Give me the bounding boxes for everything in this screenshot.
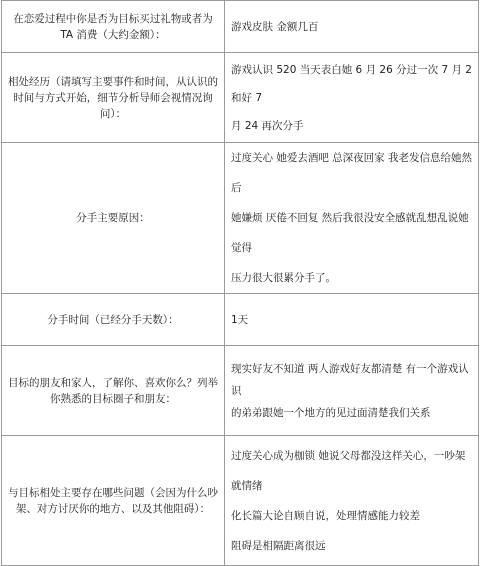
question-cell: 与目标相处主要存在哪些问题（会因为什么吵架、对方讨厌你的地方、以及其他阻碍）： xyxy=(2,436,225,566)
answer-cell xyxy=(225,294,479,346)
answer-line: 过度关心成为枷锁 她说父母都没这样关心，一吵架就情绪 xyxy=(231,449,466,492)
answer-cell xyxy=(225,53,479,143)
question-cell: 分手时间（已经分手天数）： xyxy=(2,294,225,346)
table-row xyxy=(2,346,479,436)
answer-line: 1天 xyxy=(231,313,249,326)
answer-cell xyxy=(225,1,479,53)
question-cell: 在恋爱过程中你是否为目标买过礼物或者为 TA 消费（大约金额）： xyxy=(2,1,225,53)
answer-line: 阻碍是相隔距离很远 xyxy=(231,539,326,552)
answer-line: 她嫌烦 厌倦不回复 然后我很没安全感就乱想乱说她觉得 xyxy=(231,212,469,254)
answer-line: 现实好友不知道 两人游戏好友都清楚 有一个游戏认识 xyxy=(231,362,469,397)
table-row xyxy=(2,294,479,346)
answer-cell xyxy=(225,346,479,436)
answer-line: 化长篇大论自顾自说，处理情感能力较差 xyxy=(231,509,420,522)
answer-line: 过度关心 她爱去酒吧 总深夜回家 我老发信息给她然后 xyxy=(231,152,473,194)
answer-line: 游戏认识 520 当天表白她 6 月 26 分过一次 7 月 2 和好 7 xyxy=(231,63,472,104)
question-cell: 分手主要原因： xyxy=(2,143,225,294)
answer-cell xyxy=(225,143,479,294)
question-cell: 目标的朋友和家人，了解你、喜欢你么？列举你熟悉的目标圈子和朋友： xyxy=(2,346,225,436)
answer-line: 压力很大很累分手了。 xyxy=(231,272,336,284)
table-row xyxy=(2,436,479,566)
answer-cell xyxy=(225,436,479,566)
answer-line: 游戏皮肤 金额几百 xyxy=(231,20,319,33)
questionnaire-table xyxy=(1,0,479,566)
answer-line: 的弟弟跟她一个地方的见过面清楚我们关系 xyxy=(231,406,431,419)
table-row xyxy=(2,53,479,143)
table-row xyxy=(2,143,479,294)
answer-line: 月 24 再次分手 xyxy=(231,119,304,132)
question-cell: 相处经历（请填写主要事件和时间，从认识的时间与方式开始，细节分析导师会视情况询问）： xyxy=(2,53,225,143)
table-row xyxy=(2,1,479,53)
